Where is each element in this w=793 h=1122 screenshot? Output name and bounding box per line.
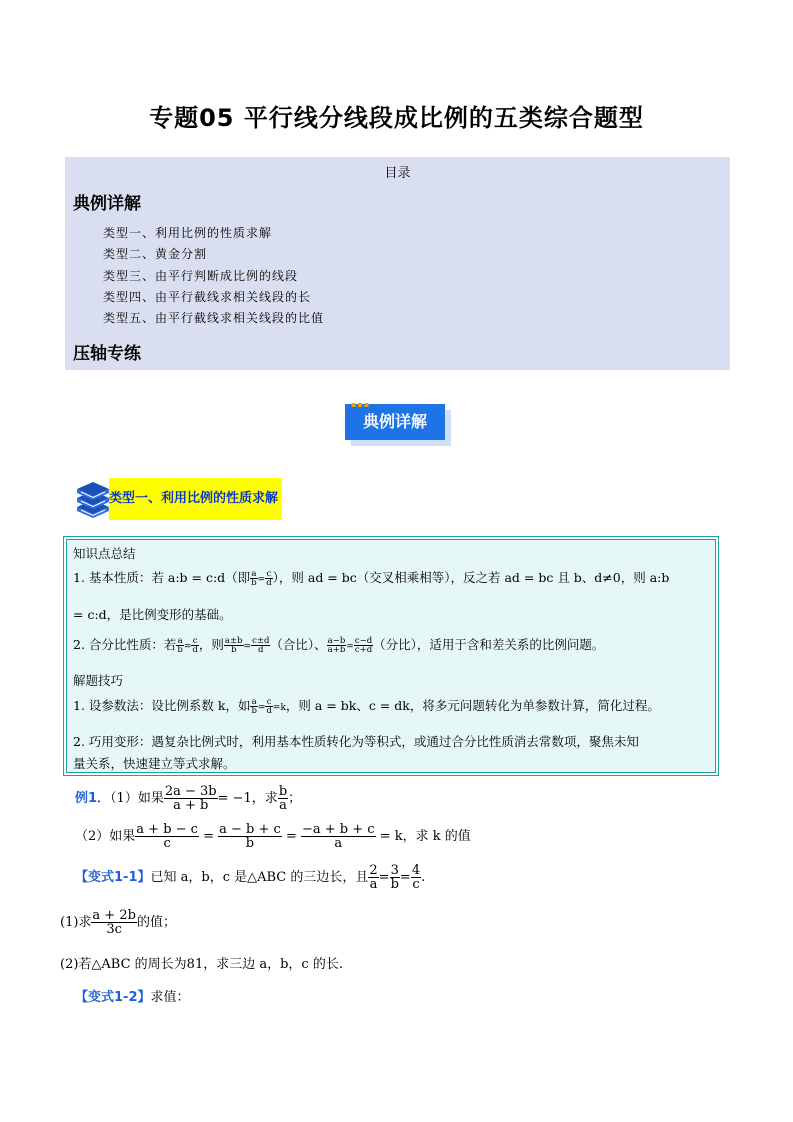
fraction-a-2b-3c: $\frac{a + 2b}{3c}$ bbox=[92, 908, 136, 937]
fraction-a-minus-b: $\frac{a-b}{a+b}$ bbox=[327, 635, 346, 655]
variant-1-1-sub2: (2)若△ABC 的周长为81，求三边 a，b，c 的长. bbox=[60, 957, 343, 972]
fraction-c-over-d-k: $\frac{c}{d}$ bbox=[266, 696, 272, 716]
p2-text-b: ，则 bbox=[198, 637, 224, 652]
fraction-4-over-c: $\frac{4}{c}$ bbox=[411, 863, 421, 892]
toc-item-type2[interactable]: 类型二、黄金分割 bbox=[103, 247, 208, 261]
t1-text-b: ，则 a = bk、c = dk，将多元问题转化为单参数计算，简化过程。 bbox=[285, 698, 660, 713]
fraction-b-over-a: $\frac{b}{a}$ bbox=[278, 784, 288, 813]
variant-1-1-sub1 bbox=[60, 909, 176, 936]
example-1-part1 bbox=[75, 785, 301, 812]
toc-item-type3[interactable]: 类型三、由平行判断成比例的线段 bbox=[103, 269, 299, 283]
tip-2-line1: 2. 巧用变形：遇复杂比例式时，利用基本性质转化为等积式，或通过合分比性质消去常数项，聚焦未知 bbox=[73, 734, 639, 749]
p1-text-a: 1. 基本性质：若 a:b = c:d（即 bbox=[73, 570, 251, 585]
variant-1-1-end: . bbox=[421, 870, 426, 885]
example-1-part2: （2）如果 $\frac{a + b - c}{c}$ = $\frac{a - b + c}{b}$ = $\frac{-a + b + c}{a}$ = k，求 k 的值 bbox=[75, 822, 471, 851]
page-title: 专题05 平行线分线段成比例的五类综合题型 bbox=[149, 104, 644, 132]
fraction-3-over-b: $\frac{3}{b}$ bbox=[390, 863, 399, 892]
fraction-a-over-b: $\frac{a}{b}$ bbox=[251, 568, 257, 588]
q1-text-b: = −1，求 bbox=[217, 791, 278, 806]
knowledge-p1-cont: = c:d，是比例变形的基础。 bbox=[73, 607, 232, 622]
knowledge-box bbox=[66, 539, 716, 773]
example-1-label: 例1． bbox=[75, 791, 111, 806]
fraction-a-over-b-k: $\frac{a}{b}$ bbox=[251, 696, 257, 716]
fraction-abc-a: $\frac{-a + b + c}{a}$ bbox=[301, 822, 375, 851]
table-of-contents bbox=[65, 157, 730, 370]
toc-section-examples[interactable]: 典例详解 bbox=[73, 194, 141, 214]
q1-text-c: ； bbox=[288, 791, 302, 806]
p2-text-a: 2. 合分比性质：若 bbox=[73, 637, 177, 652]
sub1-text-b: 的值； bbox=[136, 915, 176, 930]
fraction-2-over-a: $\frac{2}{a}$ bbox=[369, 863, 378, 892]
knowledge-p1: 1. 基本性质：若 a:b = c:d（即 $\frac{a}{b}$ = $\frac{c}{d}$ ），则 ad = bc（交叉相乘相等），反之若 ad = bc 且 b、d≠0，则 a:b bbox=[73, 568, 670, 588]
fraction-c-d: $\frac{c}{d}$ bbox=[192, 635, 198, 655]
q1-text-a: （1）如果 bbox=[110, 791, 164, 806]
fraction-a-b: $\frac{a}{b}$ bbox=[177, 635, 183, 655]
variant-1-1-label: 【变式1-1】 bbox=[75, 870, 151, 885]
sub1-text-a: (1)求 bbox=[60, 915, 92, 930]
badge-label: 典例详解 bbox=[345, 404, 445, 440]
fraction-abc-b: $\frac{a - b + c}{b}$ bbox=[219, 822, 281, 851]
toc-item-type5[interactable]: 类型五、由平行截线求相关线段的比值 bbox=[103, 311, 325, 325]
fraction-2a-3b: $\frac{2a - 3b}{a + b}$ bbox=[164, 784, 217, 813]
variant-1-2-label: 【变式1-2】 bbox=[75, 990, 151, 1005]
fraction-c-pm-d: $\frac{c\pm d}{d}$ bbox=[252, 635, 270, 655]
p2-text-d: （分比），适用于含和差关系的比例问题。 bbox=[373, 637, 605, 652]
toc-item-type1[interactable]: 类型一、利用比例的性质求解 bbox=[103, 226, 273, 240]
fraction-abc-c: $\frac{a + b - c}{c}$ bbox=[136, 822, 198, 851]
q2-text-b: = k，求 k 的值 bbox=[379, 829, 471, 844]
toc-section-practice[interactable]: 压轴专练 bbox=[73, 344, 141, 364]
knowledge-heading: 知识点总结 bbox=[73, 546, 136, 561]
p2-text-c: （合比）、 bbox=[270, 637, 327, 652]
p1-text-b: ），则 ad = bc（交叉相乘相等），反之若 ad = bc 且 b、d≠0，则 a:b bbox=[272, 570, 670, 585]
t1-text-a: 1. 设参数法：设比例系数 k，如 bbox=[73, 698, 251, 713]
tip-2-line2: 量关系，快速建立等式求解。 bbox=[73, 756, 236, 771]
tips-heading: 解题技巧 bbox=[73, 673, 124, 688]
q2-text-a: （2）如果 bbox=[75, 829, 136, 844]
type1-label: 类型一、利用比例的性质求解 bbox=[109, 478, 282, 520]
toc-item-type4[interactable]: 类型四、由平行截线求相关线段的长 bbox=[103, 290, 312, 304]
fraction-c-over-d: $\frac{c}{d}$ bbox=[266, 568, 272, 588]
variant-1-1: 【变式1-1】已知 a，b，c 是△ABC 的三边长，且 $\frac{2}{a}$ = $\frac{3}{b}$ = $\frac{4}{c}$ . bbox=[75, 863, 426, 892]
fraction-a-pm-b: $\frac{a\pm b}{b}$ bbox=[224, 635, 243, 655]
variant-1-2 bbox=[75, 986, 190, 1005]
toc-heading: 目录 bbox=[384, 166, 411, 181]
books-icon bbox=[75, 478, 111, 520]
fraction-c-minus-d: $\frac{c-d}{c+d}$ bbox=[354, 635, 373, 655]
knowledge-p2: 2. 合分比性质：若 $\frac{a}{b}$ = $\frac{c}{d}$ ，则 $\frac{a\pm b}{b}$ = $\frac{c\pm d}{d}$ （合比）、 $\frac{a-b}{a+b}$ = $\frac{c-d}{c+d}$ （分比），适用于含和差关系的比例问题。 bbox=[73, 635, 605, 655]
badge-dots: ▪▪▪ bbox=[351, 400, 371, 409]
tip-1: 1. 设参数法：设比例系数 k，如 $\frac{a}{b}$ = $\frac{c}{d}$ =k，则 a = bk、c = dk，将多元问题转化为单参数计算，简化过程。 bbox=[73, 696, 660, 716]
variant-1-2-text: 求值： bbox=[150, 990, 190, 1005]
variant-1-1-text: 已知 a，b，c 是△ABC 的三边长，且 bbox=[150, 870, 369, 885]
